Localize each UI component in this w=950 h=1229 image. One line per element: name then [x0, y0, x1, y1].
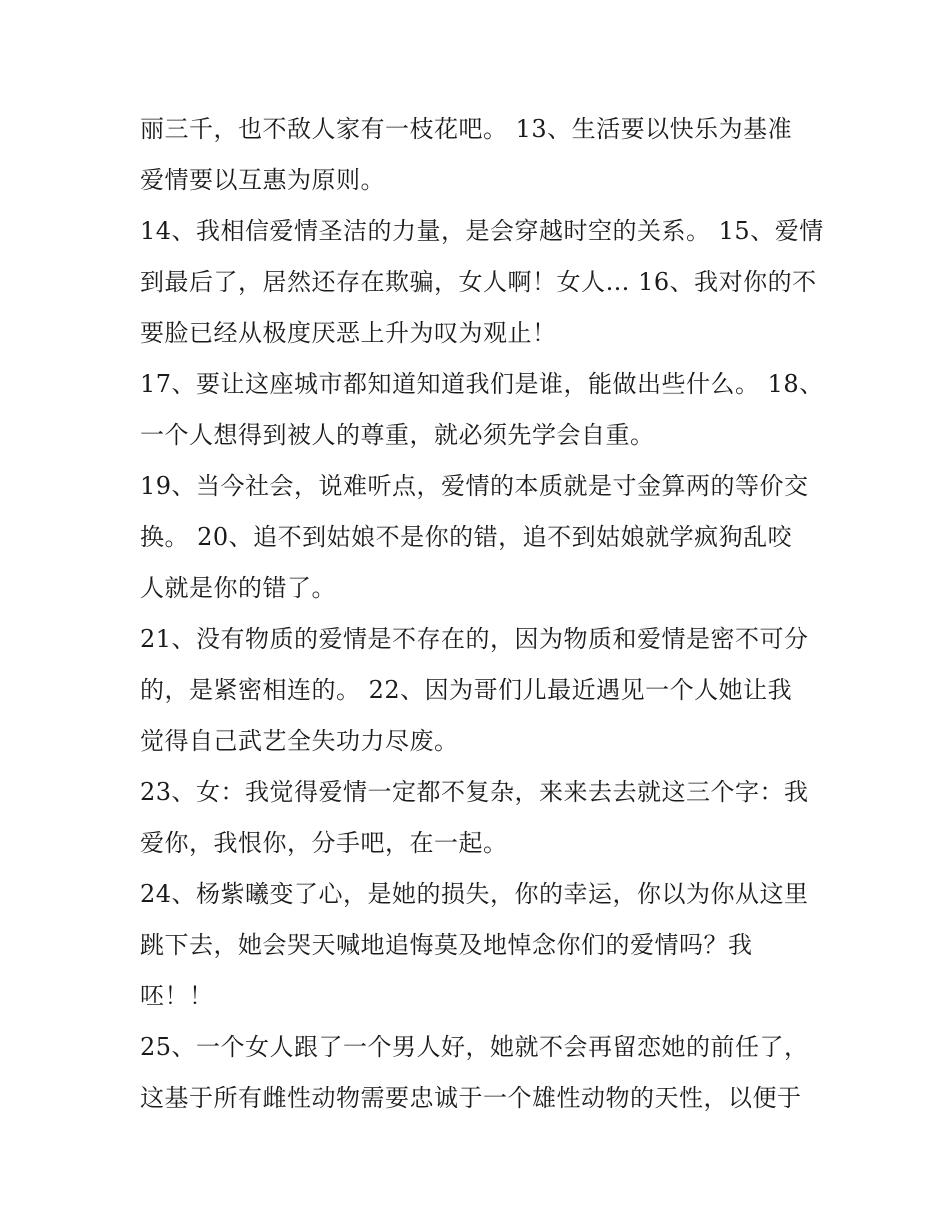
text-line: 这基于所有雌性动物需要忠诚于一个雄性动物的天性，以便于 — [140, 1084, 802, 1112]
body-text — [140, 104, 830, 1124]
text-line: 丽三千，也不敌人家有一枝花吧。 13、生活要以快乐为基准 — [140, 115, 793, 143]
text-line: 换。 20、追不到姑娘不是你的错，追不到姑娘就学疯狗乱咬 — [140, 523, 793, 551]
text-line: 23、女：我觉得爱情一定都不复杂，来来去去就这三个字：我 — [140, 778, 809, 806]
text-line: 觉得自己武艺全失功力尽废。 — [140, 727, 459, 755]
text-line: 的，是紧密相连的。 22、因为哥们儿最近遇见一个人她让我 — [140, 676, 793, 704]
text-line: 14、我相信爱情圣洁的力量，是会穿越时空的关系。 15、爱情 — [140, 217, 824, 245]
text-line: 人就是你的错了。 — [140, 574, 336, 602]
text-line: 要脸已经从极度厌恶上升为叹为观止！ — [140, 319, 557, 347]
text-line: 跳下去，她会哭天喊地追悔莫及地悼念你们的爱情吗？我 — [140, 931, 753, 959]
text-line: 到最后了，居然还存在欺骗，女人啊！女人… 16、我对你的不 — [140, 268, 817, 296]
text-line: 21、没有物质的爱情是不存在的，因为物质和爱情是密不可分 — [140, 625, 809, 653]
text-line: 一个人想得到被人的尊重，就必须先学会自重。 — [140, 421, 655, 449]
text-line: 爱情要以互惠为原则。 — [140, 166, 385, 194]
text-line: 24、杨紫曦变了心，是她的损失，你的幸运，你以为你从这里 — [140, 880, 809, 908]
text-line: 25、一个女人跟了一个男人好，她就不会再留恋她的前任了， — [140, 1033, 809, 1061]
text-line: 呸！！ — [140, 982, 214, 1010]
text-line: 19、当今社会，说难听点，爱情的本质就是寸金算两的等价交 — [140, 472, 809, 500]
text-line: 17、要让这座城市都知道知道我们是谁，能做出些什么。 18、 — [140, 370, 824, 398]
text-line: 爱你，我恨你，分手吧，在一起。 — [140, 829, 508, 857]
